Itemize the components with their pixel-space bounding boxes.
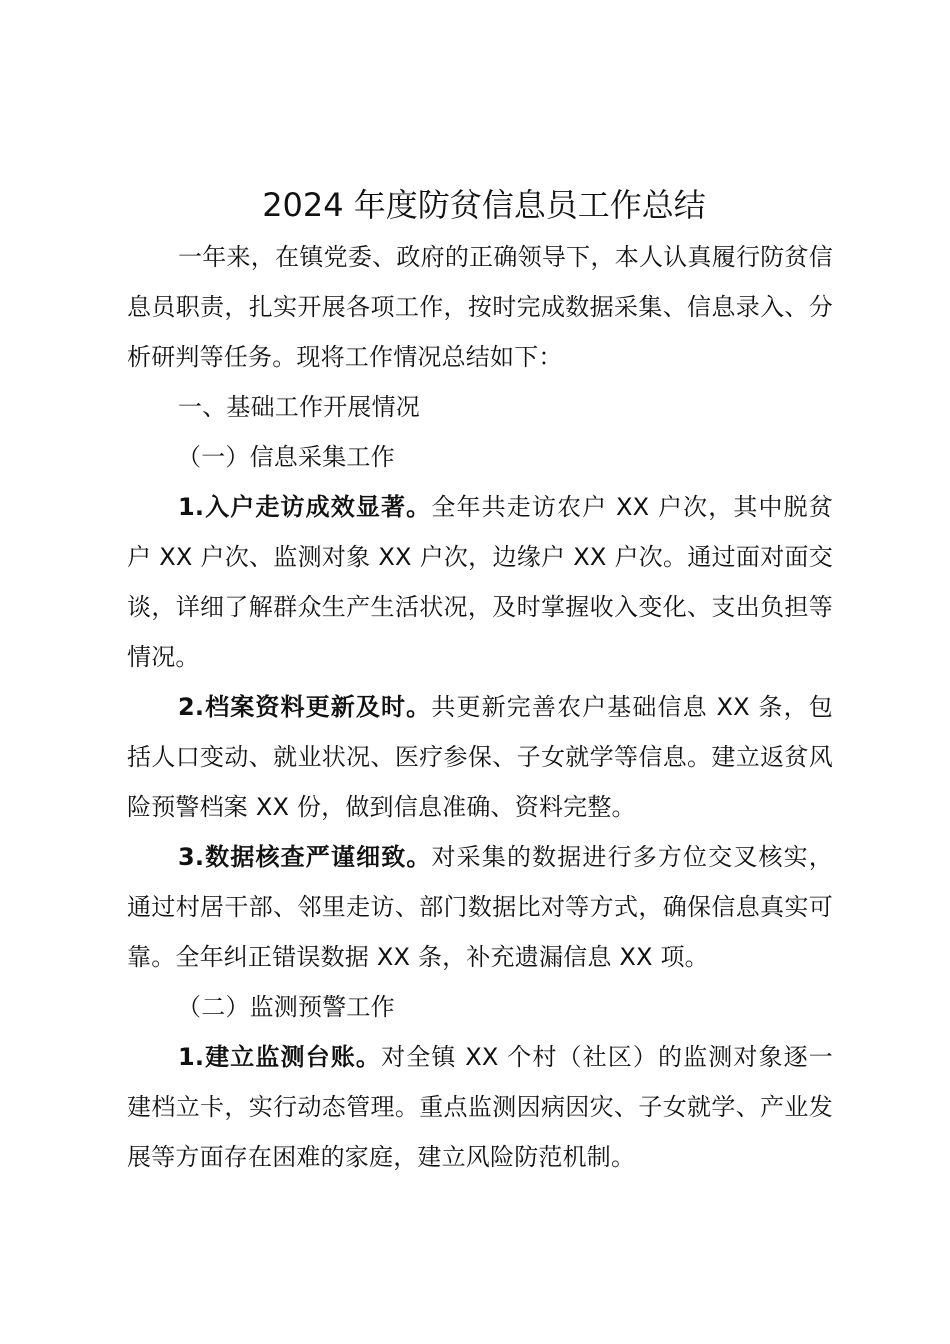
section-1-heading: 一、基础工作开展情况 [178,393,420,421]
item-text: 共更新完善农户基础信息 XX 条，包括人口变动、就业状况、医疗参保、子女就学等信息。建立返贫风险预警档案 XX 份，做到信息准确、资料完整。 [127,693,833,821]
document-title: 2024 年度防贫信息员工作总结 [262,186,706,224]
item-lead: 3.数据核查严谨细致。 [178,843,432,871]
item-lead: 1.入户走访成效显著。 [178,493,432,521]
subsection-1-item-3 [127,832,833,982]
subsection-1-item-2 [127,682,833,832]
document-body [127,180,833,1182]
item-text: 对全镇 XX 个村（社区）的监测对象逐一建档立卡，实行动态管理。重点监测因病因灾、子女就学、产业发展等方面存在困难的家庭，建立风险防范机制。 [127,1043,834,1171]
intro-paragraph: 一年来，在镇党委、政府的正确领导下，本人认真履行防贫信息员职责，扎实开展各项工作，按时完成数据采集、信息录入、分析研判等任务。现将工作情况总结如下： [127,243,833,371]
subsection-1-heading: （一）信息采集工作 [177,443,395,471]
item-text: 对采集的数据进行多方位交叉核实，通过村居干部、邻里走访、部门数据比对等方式，确保信息真实可靠。全年纠正错误数据 XX 条，补充遗漏信息 XX 项。 [127,843,833,971]
subsection-1-item-1 [127,482,833,682]
item-text: 全年共走访农户 XX 户次，其中脱贫户 XX 户次、监测对象 XX 户次，边缘户 XX 户次。通过面对面交谈，详细了解群众生产生活状况，及时掌握收入变化、支出负担等情况。 [127,493,833,671]
item-lead: 1.建立监测台账。 [178,1043,382,1071]
subsection-2-item-1 [127,1032,833,1182]
item-lead: 2.档案资料更新及时。 [178,693,432,721]
subsection-2-heading: （二）监测预警工作 [177,993,395,1021]
